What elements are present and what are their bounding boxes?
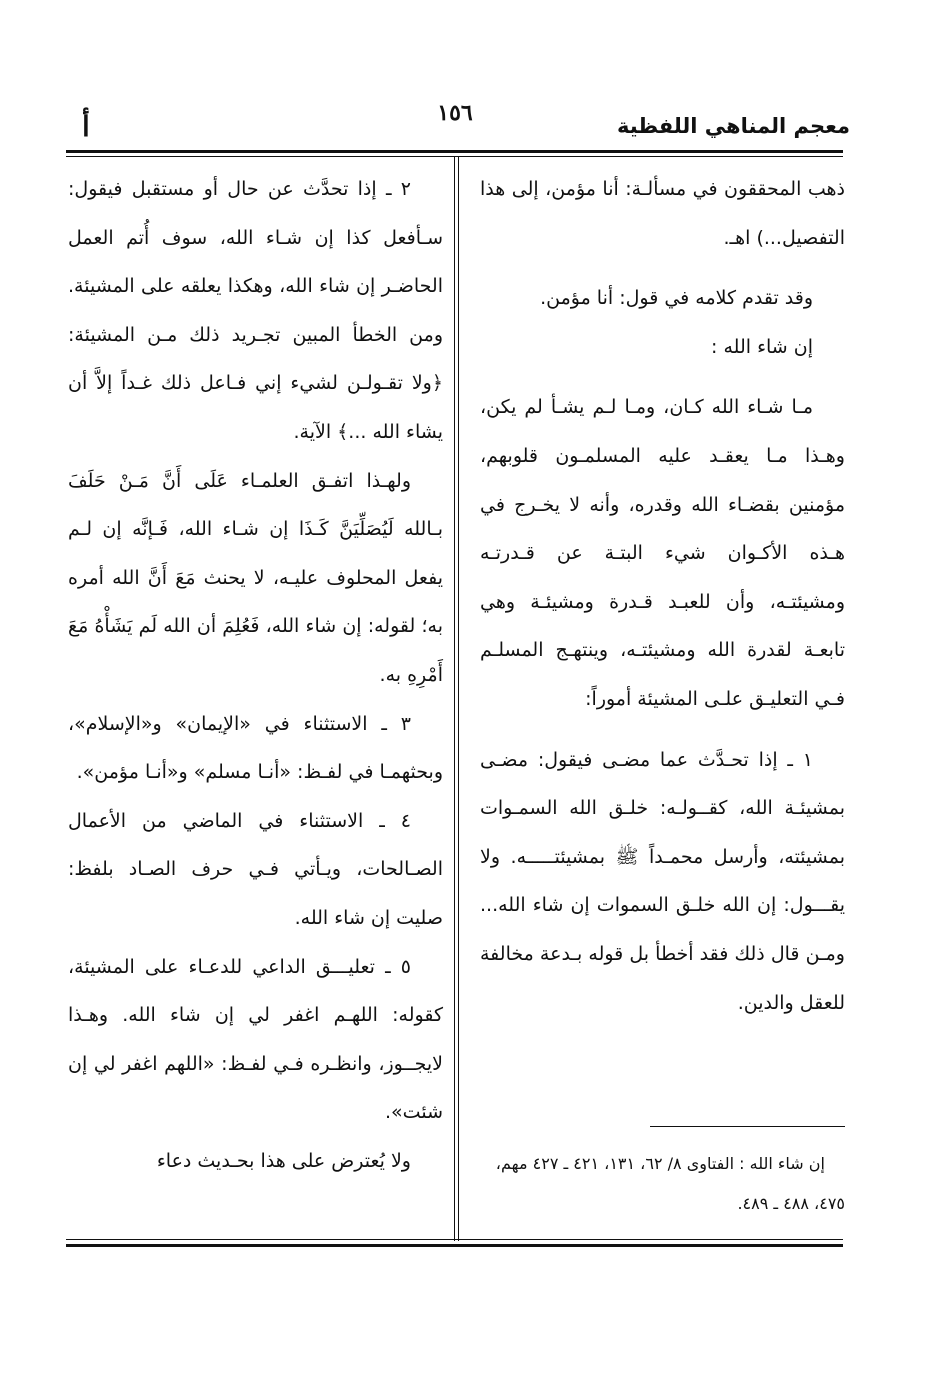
- paragraph: ٣ ـ الاستثناء في «الإيمان» و«الإسلام»، وبحثهمـا في لفـظ: «أنـا مسلم» و«أنـا مؤمن».: [68, 712, 443, 784]
- footnote: [480, 1144, 845, 1224]
- paragraph: ولا يُعترض على هذا بحـديث دعاء: [156, 1149, 411, 1172]
- footer-rule-thick: [66, 1244, 843, 1247]
- footnote-rule: [650, 1126, 845, 1127]
- footnote-text: إن شاء الله : الفتاوى ٨/ ٦٢، ١٣١، ٤٢١ ـ ٤٢٧ مهم، ٤٧٥، ٤٨٨ ـ ٤٨٩.: [495, 1154, 845, 1213]
- paragraph: ولهـذا اتفـق العلمـاء عَلَى أَنَّ مَـنْ حَلَفَ بـالله لَيُصَلِّيَنَّ كَـذَا إن شـاء الله، فَـإنَّه إن لـم يفعل المحلوف عليـه، لا يحنث مَعَ أَنَّ الله أمره به؛ لقوله: إن شاء الله، فَعُلِمَ أن الله لَم يَشَأْهُ مَعَ أَمْرِهِ به.: [68, 469, 443, 686]
- page-number: ١٥٦: [437, 100, 473, 126]
- column-divider: [458, 156, 459, 1241]
- paragraph: ٢ ـ إذا تحدَّث عن حال أو مستقبل فيقول: سـأفعل كذا إن شـاء الله، سوف أُتم العمل الحاضـر إن شاء الله، وهكذا يعلقه على المشيئة. ومن الخطأ المبين تجـريد ذلك مـن المشيئة: ﴿ولا تقـولـن لشيء إني فـاعل ذلك غـداً إلاَّ أن يشاء الله ...﴾ الآية.: [68, 178, 443, 443]
- paragraph: ٥ ـ تعليـــق الداعي للدعـاء على المشيئة، كقوله: اللهـم اغفر لي إن شاء الله. وهـذا لايجــوز، وانظـره فـي لفـظ: «اللهم اغفر لي إن شئت».: [68, 955, 443, 1124]
- page-header: [60, 100, 850, 150]
- paragraph: مـا شـاء الله كـان، ومـا لـم يشـأ لم يكن، وهـذا مـا يعقـد عليه المسلمـون قلوبهم، مؤمنين بقضـاء الله وقدره، وأنه لا يخـرج في هـذه الأكـوان شيء البتـة عن قـدرتـه ومشيئتـه، وأن للعبـد قـدرة ومشيئـة وهي تابعـة لقدرة الله ومشيئتـه، وينتهـج المسلـم فـي التعليـق علـى المشيئة أموراً:: [480, 396, 845, 710]
- paragraph: ١ ـ إذا تحـدَّث عما مضـى فيقول: مضـى بمشيئـة الله، كقــولـه: خلـق الله السمـوات بمشيئته، وأرسل محمـداً ﷺ بمشيئتـــــه. ولا يقـــول: إن الله خلـق السموات إن شاء الله... ومـن قال ذلك فقد أخطأ بل قوله بـدعة مخالفة للعقل والدين.: [480, 748, 845, 1014]
- paragraph: ٤ ـ الاستثناء في الماضي من الأعمال الصـالحات، ويـأتي فـي حرف الصـاد بلفظ: صليت إن شاء الله.: [68, 809, 443, 929]
- column-divider: [454, 156, 455, 1241]
- paragraph: وقد تقدم كلامه في قول: أنا مؤمن.: [540, 287, 813, 310]
- section-heading: إن شاء الله :: [711, 335, 813, 358]
- header-rule-thick: [66, 150, 843, 153]
- paragraph: ذهب المحققون في مسألـة: أنا مؤمن، إلى هذا التفصيل...) اهـ.: [480, 178, 845, 249]
- side-mark: أ: [82, 110, 90, 143]
- book-title: معجم المناهي اللفظية: [616, 114, 850, 138]
- footer-rule-thin: [66, 1239, 843, 1240]
- right-column: [480, 165, 845, 1027]
- left-column: [68, 165, 443, 1185]
